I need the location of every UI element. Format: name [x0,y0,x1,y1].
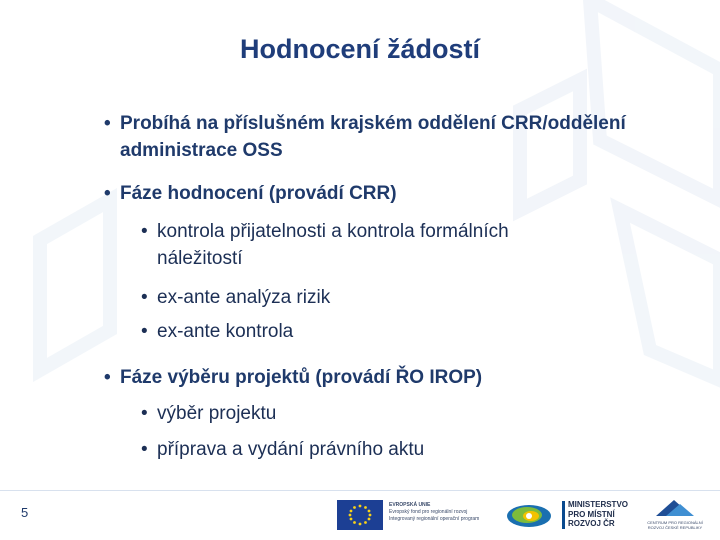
bullet-3-1-text: výběr projektu [157,403,277,424]
mmr-line3: ROZVOJ ČR [568,519,615,528]
bullet-glyph: • [141,439,148,460]
mmr-logo-icon [562,498,628,532]
bullet-2-1 [141,218,677,272]
bullet-3-2 [141,436,677,463]
bullet-glyph: • [141,221,148,242]
bullet-2-3-text: ex-ante kontrola [157,321,294,342]
bullet-1-line1: Probíhá na příslušném krajském oddělení CRR/oddělení [120,113,626,134]
bullet-glyph: • [141,321,148,342]
bullet-glyph: • [104,183,111,204]
mmr-mark [562,501,565,529]
eu-flag-icon [337,500,383,530]
bullet-1 [104,110,700,164]
bullet-2-3 [141,318,677,345]
bullet-2-1-line2: náležitostí [157,248,243,269]
eu-caption [389,502,501,523]
page-number: 5 [21,505,29,520]
bullet-glyph: • [141,287,148,308]
mmr-line2: PRO MÍSTNÍ [568,509,615,519]
bullet-2-2-text: ex-ante analýza rizik [157,287,331,308]
bullet-glyph: • [141,403,148,424]
crr-caption: CENTRUM PRO REGIONÁLNÍ ROZVOJ ČESKÉ REPUBLIKY [647,520,703,530]
bullet-glyph: • [104,113,111,134]
bullet-3-1 [141,400,677,427]
irop-logo-icon [505,500,553,530]
bullet-2-1-line1: kontrola přijatelnosti a kontrola formálních [157,221,509,242]
eu-caption-line3: Integrovaný regionální operační program [389,516,480,522]
crr-logo-icon [636,498,712,532]
bullet-2-2 [141,284,677,311]
bullet-2-text: Fáze hodnocení (provádí CRR) [120,183,397,204]
bullet-1-line2: administrace OSS [120,140,283,161]
eu-caption-line1: EVROPSKÁ UNIE [389,502,431,508]
mmr-line1: MINISTERSTVO [568,500,629,509]
bullet-glyph: • [104,367,111,388]
bullet-2 [104,180,680,207]
bullet-3 [104,364,680,391]
slide-title: Hodnocení žádostí [239,34,480,64]
footer-divider [0,490,720,491]
bullet-3-2-text: příprava a vydání právního aktu [157,439,425,460]
eu-caption-line2: Evropský fond pro regionální rozvoj [389,509,468,515]
bullet-3-text: Fáze výběru projektů (provádí ŘO IROP) [120,367,483,388]
